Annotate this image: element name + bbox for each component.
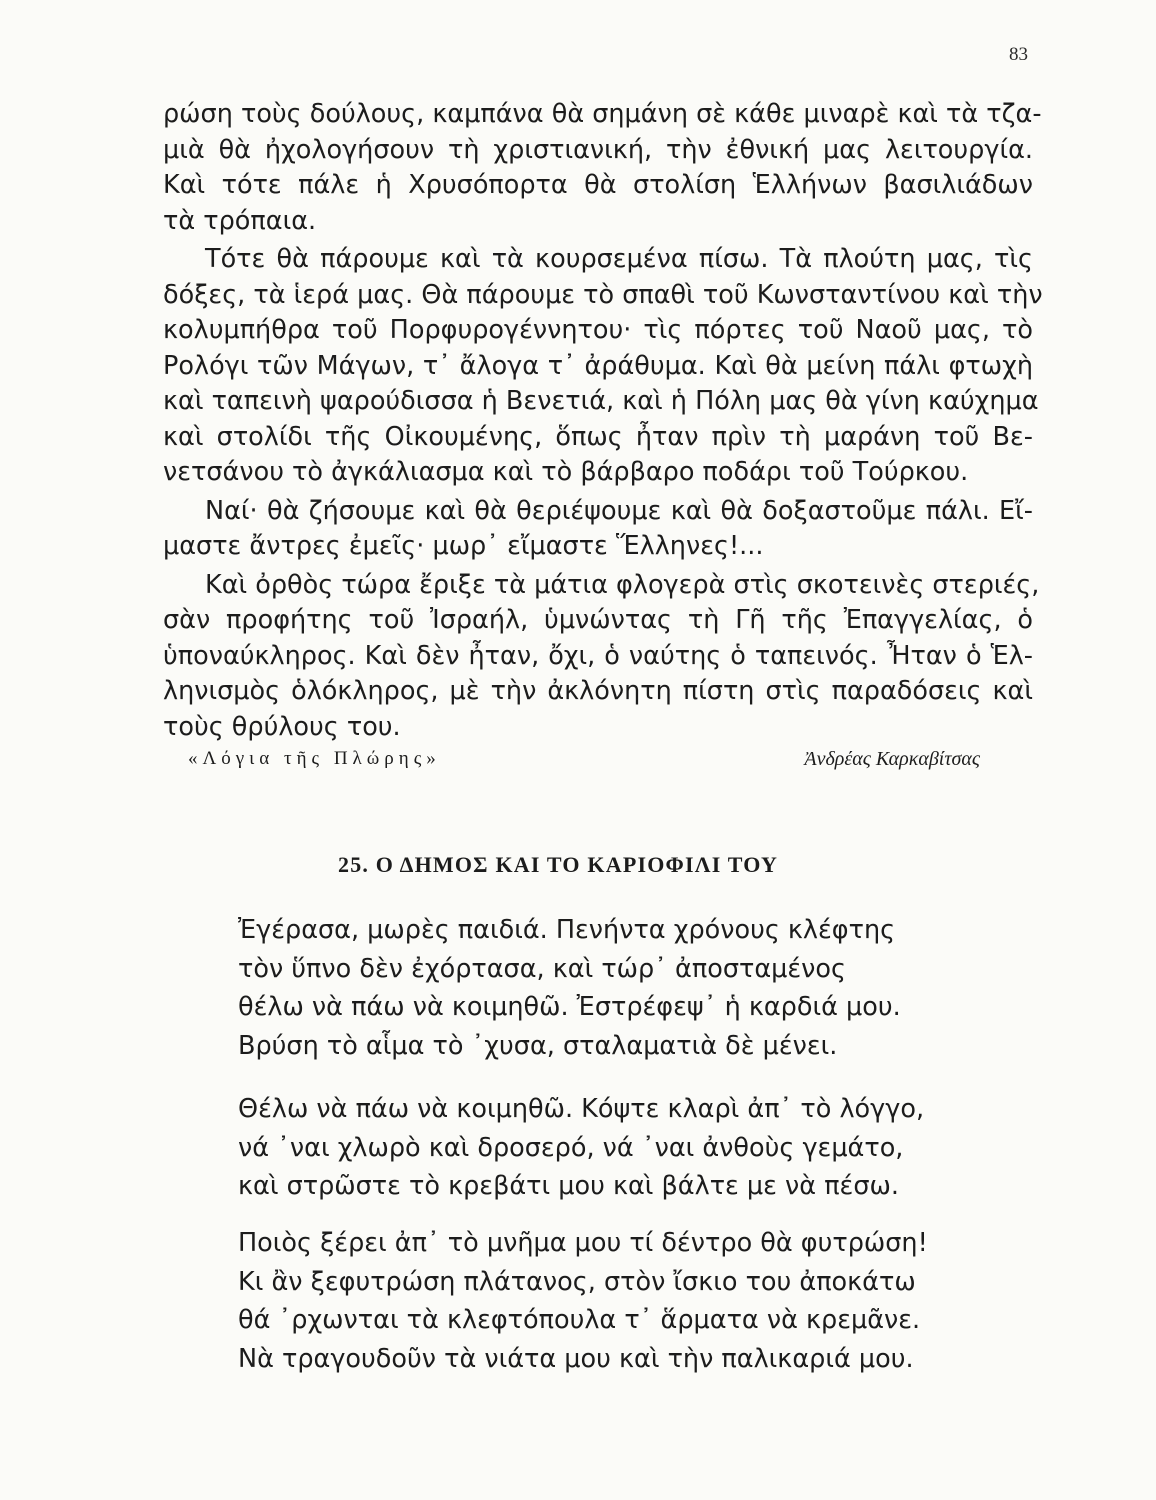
poem-verse: Ἐγέρασα, μωρὲς παιδιά. Πενήντα χρόνους κλέφτης (238, 915, 896, 945)
text-line: μαστε ἄντρες ἐμεῖς· μωρ᾿ εἴμαστε Ἕλληνες!... (163, 531, 764, 561)
text-line: σὰν προφήτης τοῦ Ἰσραήλ, ὑμνώντας τὴ Γῆ τῆς Ἐπαγγελίας, ὁ (163, 605, 1033, 635)
text-line: ληνισμὸς ὁλόκληρος, μὲ τὴν ἀκλόνητη πίστη στὶς παραδόσεις καὶ (163, 676, 1033, 706)
text-line: δόξες, τὰ ἱερά μας. Θὰ πάρουμε τὸ σπαθὶ τοῦ Κωνσταντίνου καὶ τὴν (163, 279, 1043, 310)
paragraph-2 (163, 242, 1043, 491)
text-line: Καὶ ὀρθὸς τώρα ἔριξε τὰ μάτια φλογερὰ στὶς σκοτεινὲς στεριές, (205, 569, 1040, 600)
poem-verse: Ποιὸς ξέρει ἀπ᾿ τὸ μνῆμα μου τί δέντρο θὰ φυτρώση! (238, 1228, 928, 1258)
text-line: τοὺς θρύλους του. (163, 711, 401, 742)
text-line: ρώση τοὺς δούλους, καμπάνα θὰ σημάνη σὲ κάθε μιναρὲ καὶ τὰ τζα- (163, 99, 1042, 129)
text-line: κολυμπήθρα τοῦ Πορφυρογέννητου· τὶς πόρτες τοῦ Ναοῦ μας, τὸ (163, 315, 1033, 345)
poem-verse: καὶ στρῶστε τὸ κρεβάτι μου καὶ βάλτε με νὰ πέσω. (238, 1171, 899, 1201)
text-line: Τότε θὰ πάρουμε καὶ τὰ κουρσεμένα πίσω. Τὰ πλούτη μας, τὶς (205, 244, 1033, 274)
section-heading: 25. Ο ΔΗΜΟΣ ΚΑΙ ΤΟ ΚΑΡΙΟΦΙΛΙ ΤΟΥ (338, 852, 779, 877)
poem-stanza-2 (238, 1090, 978, 1206)
text-line: Ρολόγι τῶν Μάγων, τ᾿ ἄλογα τ᾿ ἀράθυμα. Καὶ θὰ μείνη πάλι φτωχὴ (163, 350, 1033, 381)
text-line: ὑποναύκληρος. Καὶ δὲν ἦταν, ὄχι, ὁ ναύτης ὁ ταπεινός. Ἦταν ὁ Ἑλ- (163, 640, 1033, 671)
paragraph-1 (163, 97, 1042, 239)
prose-body (163, 97, 1043, 745)
page-number: 83 (1009, 44, 1028, 65)
poem-verse: νά ᾿ναι χλωρὸ καὶ δροσερό, νά ᾿ναι ἀνθοὺς γεμάτο, (238, 1132, 904, 1163)
poem-verse: Νὰ τραγουδοῦν τὰ νιάτα μου καὶ τὴν παλικαριά μου. (238, 1343, 914, 1374)
paragraph-3 (163, 494, 1033, 565)
attribution-source: «Λόγια τῆς Πλώρης» (188, 748, 441, 769)
text-line: τὰ τρόπαια. (163, 205, 317, 236)
text-line: καὶ στολίδι τῆς Οἰκουμένης, ὅπως ἦταν πρὶν τὴ μαράνη τοῦ Βε- (163, 421, 1033, 452)
poem-verse: Βρύση τὸ αἷμα τὸ ᾿χυσα, σταλαματιὰ δὲ μένει. (238, 1030, 838, 1061)
text-line: Καὶ τότε πάλε ἡ Χρυσόπορτα θὰ στολίση Ἑλλήνων βασιλιάδων (163, 170, 1033, 200)
attribution (188, 748, 980, 770)
text-line: Ναί· θὰ ζήσουμε καὶ θὰ θεριέψουμε καὶ θὰ δοξαστοῦμε πάλι. Εἴ- (205, 495, 1033, 526)
poem-verse: Θέλω νὰ πάω νὰ κοιμηθῶ. Κόψτε κλαρὶ ἀπ᾿ τὸ λόγγο, (238, 1094, 925, 1124)
text-line: μιὰ θὰ ἠχολογήσουν τὴ χριστιανική, τὴν ἐθνική μας λειτουργία. (163, 134, 1033, 165)
attribution-author: Ἀνδρέας Καρκαβίτσας (804, 748, 980, 770)
poem-verse: θέλω νὰ πάω νὰ κοιμηθῶ. Ἐστρέφεψ᾿ ἡ καρδιά μου. (238, 992, 901, 1022)
text-line: καὶ ταπεινὴ ψαρούδισσα ἡ Βενετιά, καὶ ἡ Πόλη μας θὰ γίνη καύχημα (163, 386, 1039, 416)
text-line: νετσάνου τὸ ἀγκάλιασμα καὶ τὸ βάρβαρο ποδάρι τοῦ Τούρκου. (163, 457, 969, 487)
poem-verse: θά ᾿ρχωνται τὰ κλεφτόπουλα τ᾿ ἅρματα νὰ κρεμᾶνε. (238, 1305, 921, 1335)
paragraph-4 (163, 568, 1040, 746)
poem-stanza-3 (238, 1224, 978, 1378)
poem-verse: τὸν ὕπνο δὲν ἐχόρτασα, καὶ τώρ᾿ ἀποσταμένος (238, 953, 846, 984)
poem-verse: Κι ἂν ξεφυτρώση πλάτανος, στὸν ἴσκιο του ἀποκάτω (238, 1266, 916, 1297)
poem-stanza-1 (238, 911, 978, 1065)
